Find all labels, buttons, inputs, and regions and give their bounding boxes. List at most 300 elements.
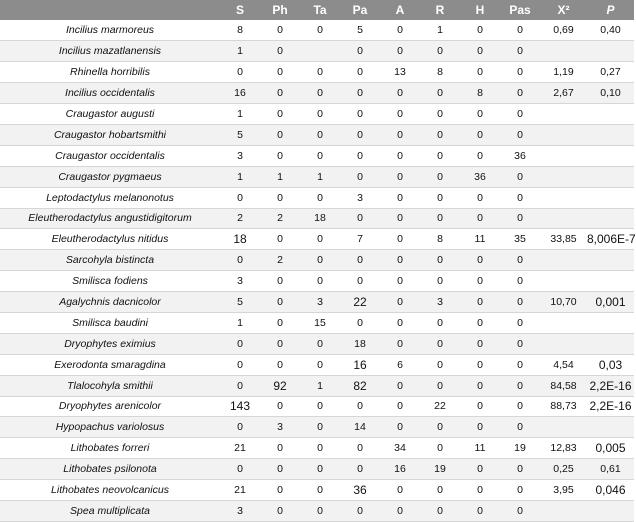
value-cell: [587, 124, 634, 145]
value-cell: 19: [420, 459, 460, 480]
table-row: [0, 229, 634, 250]
value-cell: 0,27: [587, 62, 634, 83]
table-row: [0, 41, 634, 62]
value-cell: 0: [260, 396, 300, 417]
value-cell: [540, 312, 587, 333]
value-cell: 0: [340, 250, 380, 271]
value-cell: 0: [500, 459, 540, 480]
value-cell: 0: [460, 124, 500, 145]
value-cell: 0: [500, 41, 540, 62]
value-cell: [587, 187, 634, 208]
value-cell: 0: [380, 104, 420, 125]
value-cell: 0: [300, 459, 340, 480]
species-name-cell: Smilisca fodiens: [0, 271, 220, 292]
species-name-cell: Incilius occidentalis: [0, 83, 220, 104]
value-cell: 0: [260, 124, 300, 145]
value-cell: 3: [260, 417, 300, 438]
value-cell: [587, 208, 634, 229]
value-cell: 0,046: [587, 480, 634, 501]
value-cell: 0: [420, 271, 460, 292]
value-cell: 0: [380, 250, 420, 271]
value-cell: 0: [300, 500, 340, 521]
value-cell: 0: [340, 166, 380, 187]
value-cell: 143: [220, 396, 260, 417]
value-cell: 0: [460, 333, 500, 354]
header-row: [0, 0, 634, 20]
value-cell: 8: [460, 83, 500, 104]
value-cell: 0: [340, 500, 380, 521]
value-cell: 0: [380, 500, 420, 521]
column-header: X²: [557, 3, 570, 17]
value-cell: [540, 271, 587, 292]
value-cell: 0: [380, 480, 420, 501]
species-name-cell: Eleutherodactylus nitidus: [0, 229, 220, 250]
value-cell: 0: [460, 396, 500, 417]
value-cell: 0: [500, 187, 540, 208]
value-cell: 0: [380, 396, 420, 417]
value-cell: 0: [340, 312, 380, 333]
value-cell: 0: [260, 41, 300, 62]
value-cell: 0: [460, 459, 500, 480]
value-cell: 0: [500, 396, 540, 417]
value-cell: 0: [220, 375, 260, 396]
table-row: [0, 354, 634, 375]
value-cell: 5: [220, 292, 260, 313]
species-name-cell: Agalychnis dacnicolor: [0, 292, 220, 313]
table-row: [0, 20, 634, 41]
value-cell: 0: [420, 312, 460, 333]
value-cell: 0: [340, 124, 380, 145]
value-cell: 1: [220, 41, 260, 62]
column-header: [0, 0, 220, 20]
value-cell: 3: [300, 292, 340, 313]
value-cell: [540, 333, 587, 354]
value-cell: 0: [300, 396, 340, 417]
value-cell: 33,85: [540, 229, 587, 250]
value-cell: 0: [300, 20, 340, 41]
value-cell: [587, 312, 634, 333]
table-row: [0, 166, 634, 187]
table-row: [0, 438, 634, 459]
value-cell: 0: [500, 62, 540, 83]
value-cell: 0: [300, 62, 340, 83]
table-row: [0, 292, 634, 313]
value-cell: 18: [300, 208, 340, 229]
value-cell: 16: [220, 83, 260, 104]
table-row: [0, 208, 634, 229]
value-cell: 34: [380, 438, 420, 459]
value-cell: 0: [260, 20, 300, 41]
value-cell: 1: [260, 166, 300, 187]
value-cell: 19: [500, 438, 540, 459]
value-cell: 0: [260, 145, 300, 166]
species-name-cell: Tlalocohyla smithii: [0, 375, 220, 396]
value-cell: 15: [300, 312, 340, 333]
value-cell: 0: [300, 145, 340, 166]
table-row: [0, 104, 634, 125]
value-cell: 0: [460, 312, 500, 333]
value-cell: [540, 187, 587, 208]
value-cell: [587, 333, 634, 354]
value-cell: 0: [500, 271, 540, 292]
value-cell: 0: [380, 20, 420, 41]
value-cell: 16: [380, 459, 420, 480]
value-cell: 18: [340, 333, 380, 354]
value-cell: 0: [420, 500, 460, 521]
value-cell: 0: [380, 145, 420, 166]
value-cell: [587, 271, 634, 292]
species-name-cell: Hypopachus variolosus: [0, 417, 220, 438]
value-cell: 7: [340, 229, 380, 250]
value-cell: 1: [300, 375, 340, 396]
value-cell: 0: [380, 312, 420, 333]
value-cell: 92: [260, 375, 300, 396]
value-cell: 0: [260, 354, 300, 375]
value-cell: 2: [220, 208, 260, 229]
table-row: [0, 500, 634, 521]
value-cell: 12,83: [540, 438, 587, 459]
table-row: [0, 480, 634, 501]
species-name-cell: Craugastor occidentalis: [0, 145, 220, 166]
value-cell: 0: [340, 459, 380, 480]
value-cell: 13: [380, 62, 420, 83]
value-cell: 5: [220, 124, 260, 145]
value-cell: 14: [340, 417, 380, 438]
value-cell: 21: [220, 438, 260, 459]
value-cell: 0: [380, 208, 420, 229]
value-cell: 0: [380, 166, 420, 187]
value-cell: 0: [260, 229, 300, 250]
value-cell: 0: [460, 187, 500, 208]
species-name-cell: Spea multiplicata: [0, 500, 220, 521]
value-cell: 36: [500, 145, 540, 166]
value-cell: 8,006E-7: [587, 229, 634, 250]
value-cell: 0: [500, 480, 540, 501]
value-cell: 11: [460, 438, 500, 459]
species-name-cell: Incilius mazatlanensis: [0, 41, 220, 62]
table-row: [0, 62, 634, 83]
value-cell: 0: [460, 250, 500, 271]
table-row: [0, 124, 634, 145]
value-cell: [587, 500, 634, 521]
value-cell: 0,69: [540, 20, 587, 41]
value-cell: 3: [220, 500, 260, 521]
value-cell: 0: [460, 41, 500, 62]
value-cell: 0: [500, 83, 540, 104]
value-cell: 3: [420, 292, 460, 313]
value-cell: 0: [220, 354, 260, 375]
value-cell: 0: [500, 500, 540, 521]
species-name-cell: Lithobates psilonota: [0, 459, 220, 480]
value-cell: 3,95: [540, 480, 587, 501]
value-cell: 0,61: [587, 459, 634, 480]
value-cell: 8: [420, 62, 460, 83]
value-cell: 0: [500, 104, 540, 125]
species-name-cell: Smilisca baudini: [0, 312, 220, 333]
value-cell: 0: [420, 438, 460, 459]
value-cell: 0: [420, 83, 460, 104]
value-cell: 11: [460, 229, 500, 250]
value-cell: 0: [380, 83, 420, 104]
value-cell: 0: [340, 208, 380, 229]
value-cell: 0: [300, 187, 340, 208]
value-cell: 0: [460, 145, 500, 166]
value-cell: 0: [380, 41, 420, 62]
value-cell: 1,19: [540, 62, 587, 83]
value-cell: 0: [260, 104, 300, 125]
value-cell: 0: [420, 250, 460, 271]
species-name-cell: Craugastor augusti: [0, 104, 220, 125]
value-cell: 0: [500, 312, 540, 333]
value-cell: 21: [220, 480, 260, 501]
value-cell: 0: [380, 292, 420, 313]
value-cell: 0: [380, 375, 420, 396]
value-cell: 0: [300, 250, 340, 271]
value-cell: 0: [300, 480, 340, 501]
value-cell: [587, 145, 634, 166]
value-cell: 0: [340, 396, 380, 417]
value-cell: 0: [460, 500, 500, 521]
value-cell: 8: [420, 229, 460, 250]
value-cell: 5: [340, 20, 380, 41]
value-cell: 0: [420, 354, 460, 375]
value-cell: 0: [300, 83, 340, 104]
value-cell: [540, 145, 587, 166]
value-cell: 0: [340, 271, 380, 292]
value-cell: 0: [420, 187, 460, 208]
value-cell: 36: [460, 166, 500, 187]
value-cell: 0: [260, 459, 300, 480]
table-row: [0, 459, 634, 480]
value-cell: 0: [300, 124, 340, 145]
value-cell: 0: [260, 438, 300, 459]
value-cell: 1: [300, 166, 340, 187]
value-cell: [587, 166, 634, 187]
value-cell: 0: [220, 187, 260, 208]
value-cell: 0: [500, 417, 540, 438]
value-cell: 0,40: [587, 20, 634, 41]
value-cell: [540, 124, 587, 145]
column-header: H: [475, 3, 485, 17]
value-cell: 0: [340, 145, 380, 166]
column-header: Ta: [313, 3, 327, 17]
table-row: [0, 333, 634, 354]
value-cell: 0: [420, 41, 460, 62]
value-cell: 0: [420, 208, 460, 229]
value-cell: 0,001: [587, 292, 634, 313]
value-cell: 0: [260, 83, 300, 104]
species-name-cell: Rhinella horribilis: [0, 62, 220, 83]
value-cell: 0: [220, 459, 260, 480]
value-cell: 0: [460, 417, 500, 438]
value-cell: 0: [460, 480, 500, 501]
value-cell: 0: [500, 292, 540, 313]
value-cell: 0: [260, 62, 300, 83]
value-cell: 0: [260, 500, 300, 521]
species-name-cell: Incilius marmoreus: [0, 20, 220, 41]
value-cell: 2,67: [540, 83, 587, 104]
column-header: R: [435, 3, 445, 17]
value-cell: 0: [300, 438, 340, 459]
value-cell: 3: [220, 271, 260, 292]
species-name-cell: Eleutherodactylus angustidigitorum: [0, 208, 220, 229]
value-cell: 0: [420, 166, 460, 187]
table-body: [0, 20, 634, 521]
value-cell: 0: [260, 292, 300, 313]
species-name-cell: Leptodactylus melanonotus: [0, 187, 220, 208]
value-cell: 0: [220, 417, 260, 438]
value-cell: 0: [420, 145, 460, 166]
value-cell: 2: [260, 208, 300, 229]
column-header: A: [395, 3, 405, 17]
value-cell: 0: [460, 271, 500, 292]
value-cell: 0: [260, 187, 300, 208]
value-cell: 4,54: [540, 354, 587, 375]
value-cell: 0: [380, 229, 420, 250]
value-cell: 0: [300, 229, 340, 250]
species-name-cell: Dryophytes arenicolor: [0, 396, 220, 417]
value-cell: 0: [300, 271, 340, 292]
value-cell: [540, 208, 587, 229]
value-cell: 0: [220, 250, 260, 271]
value-cell: [587, 417, 634, 438]
column-header: S: [235, 3, 244, 17]
table-header: [0, 0, 634, 20]
value-cell: 0: [500, 354, 540, 375]
value-cell: 0: [380, 333, 420, 354]
table-row: [0, 187, 634, 208]
value-cell: 0: [460, 62, 500, 83]
value-cell: [300, 41, 340, 62]
value-cell: 0: [300, 354, 340, 375]
value-cell: 3: [220, 145, 260, 166]
value-cell: [587, 104, 634, 125]
value-cell: 0: [380, 417, 420, 438]
species-name-cell: Dryophytes eximius: [0, 333, 220, 354]
species-name-cell: Exerodonta smaragdina: [0, 354, 220, 375]
value-cell: 22: [340, 292, 380, 313]
value-cell: 0: [300, 104, 340, 125]
value-cell: 0: [420, 124, 460, 145]
value-cell: 0: [420, 375, 460, 396]
column-header: Pa: [352, 3, 368, 17]
value-cell: 0: [500, 20, 540, 41]
value-cell: 88,73: [540, 396, 587, 417]
value-cell: 0: [260, 271, 300, 292]
value-cell: [540, 104, 587, 125]
value-cell: 0: [260, 480, 300, 501]
value-cell: 0: [220, 62, 260, 83]
value-cell: [540, 500, 587, 521]
value-cell: 1: [220, 104, 260, 125]
value-cell: 0: [220, 333, 260, 354]
value-cell: 0: [500, 166, 540, 187]
value-cell: 0: [420, 480, 460, 501]
value-cell: 0: [460, 104, 500, 125]
value-cell: 0,10: [587, 83, 634, 104]
value-cell: 35: [500, 229, 540, 250]
value-cell: 0: [380, 124, 420, 145]
value-cell: 0,03: [587, 354, 634, 375]
species-name-cell: Lithobates forreri: [0, 438, 220, 459]
value-cell: 36: [340, 480, 380, 501]
value-cell: 0: [340, 104, 380, 125]
value-cell: [540, 250, 587, 271]
value-cell: 0: [500, 208, 540, 229]
value-cell: 1: [220, 166, 260, 187]
value-cell: 0: [380, 187, 420, 208]
table-row: [0, 250, 634, 271]
value-cell: 22: [420, 396, 460, 417]
value-cell: 0: [300, 333, 340, 354]
value-cell: 0: [460, 208, 500, 229]
table-row: [0, 83, 634, 104]
value-cell: 0: [500, 124, 540, 145]
value-cell: 0: [340, 41, 380, 62]
value-cell: 16: [340, 354, 380, 375]
value-cell: 2,2E-16: [587, 375, 634, 396]
value-cell: 3: [340, 187, 380, 208]
table-row: [0, 312, 634, 333]
species-name-cell: Lithobates neovolcanicus: [0, 480, 220, 501]
value-cell: 0: [340, 83, 380, 104]
value-cell: 18: [220, 229, 260, 250]
value-cell: 0: [460, 20, 500, 41]
value-cell: 2,2E-16: [587, 396, 634, 417]
value-cell: 0: [340, 438, 380, 459]
species-name-cell: Craugastor pygmaeus: [0, 166, 220, 187]
value-cell: 0,25: [540, 459, 587, 480]
value-cell: 0: [500, 375, 540, 396]
value-cell: 2: [260, 250, 300, 271]
value-cell: 0: [260, 312, 300, 333]
value-cell: 0: [460, 375, 500, 396]
value-cell: 0: [420, 333, 460, 354]
value-cell: 0,005: [587, 438, 634, 459]
value-cell: [587, 250, 634, 271]
value-cell: 0: [260, 333, 300, 354]
value-cell: 1: [220, 312, 260, 333]
value-cell: 1: [420, 20, 460, 41]
value-cell: [587, 41, 634, 62]
value-cell: [540, 417, 587, 438]
value-cell: 0: [500, 333, 540, 354]
value-cell: 82: [340, 375, 380, 396]
species-name-cell: Craugastor hobartsmithi: [0, 124, 220, 145]
value-cell: 0: [460, 292, 500, 313]
value-cell: 84,58: [540, 375, 587, 396]
value-cell: 0: [500, 250, 540, 271]
value-cell: 0: [380, 271, 420, 292]
value-cell: [540, 166, 587, 187]
value-cell: [540, 41, 587, 62]
column-header: Ph: [272, 3, 288, 17]
value-cell: 0: [340, 62, 380, 83]
value-cell: 0: [420, 417, 460, 438]
value-cell: 0: [460, 354, 500, 375]
table-row: [0, 375, 634, 396]
column-header: Pas: [509, 3, 531, 17]
table-row: [0, 417, 634, 438]
species-name-cell: Sarcohyla bistincta: [0, 250, 220, 271]
value-cell: 0: [420, 104, 460, 125]
value-cell: 8: [220, 20, 260, 41]
value-cell: 10,70: [540, 292, 587, 313]
table-row: [0, 396, 634, 417]
column-header: P: [606, 3, 615, 17]
value-cell: 6: [380, 354, 420, 375]
value-cell: 0: [300, 417, 340, 438]
